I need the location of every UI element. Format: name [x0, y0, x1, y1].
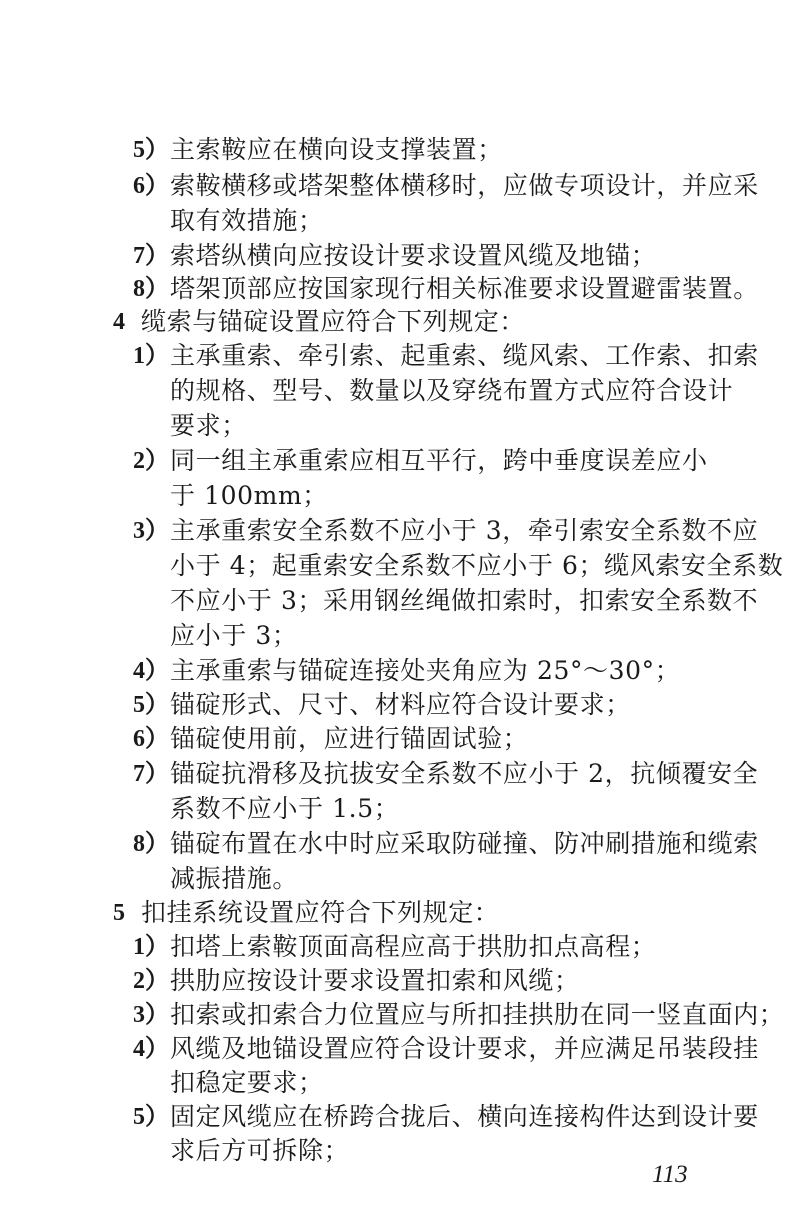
- item-text: 于 100mm；: [170, 481, 328, 510]
- item-text: 小于 4；起重索安全系数不应小于 6；缆风索安全系数: [170, 551, 784, 580]
- item-text: 扣稳定要求；: [170, 1068, 324, 1097]
- item-number: 1）: [133, 343, 169, 369]
- item-text: 锚碇布置在水中时应采取防碰撞、防冲刷措施和缆索: [170, 829, 759, 858]
- item-text: 不应小于 3；采用钢丝绳做扣索时，扣索安全系数不: [170, 586, 759, 615]
- item-text: 的规格、型号、数量以及穿绕布置方式应符合设计: [170, 376, 734, 405]
- item-text: 减振措施。: [170, 864, 299, 893]
- item-text: 主索鞍应在横向设支撑装置；: [170, 135, 503, 164]
- item-text: 扣索或扣索合力位置应与所扣挂拱肋在同一竖直面内；: [170, 1000, 785, 1029]
- item-text: 锚碇使用前，应进行锚固试验；: [170, 724, 529, 753]
- section-number: 4: [113, 309, 125, 335]
- item-number: 7）: [133, 243, 169, 269]
- item-number: 7）: [133, 761, 169, 787]
- item-number: 2）: [133, 448, 169, 474]
- item-text: 固定风缆应在桥跨合拢后、横向连接构件达到设计要: [170, 1102, 759, 1131]
- item-text: 应小于 3；: [170, 621, 298, 650]
- item-text: 求后方可拆除；: [170, 1136, 350, 1165]
- item-number: 4）: [133, 1036, 169, 1062]
- item-number: 5）: [133, 1104, 169, 1130]
- item-text: 锚碇抗滑移及抗拔安全系数不应小于 2，抗倾覆安全: [170, 759, 759, 788]
- item-text: 主承重索与锚碇连接处夹角应为 25°～30°；: [170, 656, 681, 685]
- item-number: 8）: [133, 276, 169, 302]
- item-number: 8）: [133, 831, 169, 857]
- page-number: 113: [652, 1161, 688, 1188]
- item-text: 主承重索安全系数不应小于 3，牵引索安全系数不应: [170, 516, 759, 545]
- item-text: 索塔纵横向应按设计要求设置风缆及地锚；: [170, 241, 657, 270]
- item-text: 拱肋应按设计要求设置扣索和风缆；: [170, 966, 580, 995]
- item-number: 2）: [133, 968, 169, 994]
- item-text: 同一组主承重索应相互平行，跨中垂度误差应小: [170, 446, 708, 475]
- item-text: 要求；: [170, 411, 247, 440]
- item-text: 主承重索、牵引索、起重索、缆风索、工作索、扣索: [170, 341, 759, 370]
- item-number: 5）: [133, 692, 169, 718]
- item-text: 锚碇形式、尺寸、材料应符合设计要求；: [170, 690, 631, 719]
- section-heading: 缆索与锚碇设置应符合下列规定：: [141, 307, 526, 336]
- item-text: 塔架顶部应按国家现行相关标准要求设置避雷装置。: [170, 274, 759, 303]
- item-number: 3）: [133, 1002, 169, 1028]
- section-number: 5: [113, 900, 125, 926]
- item-text: 风缆及地锚设置应符合设计要求，并应满足吊装段挂: [170, 1034, 759, 1063]
- section-heading: 扣挂系统设置应符合下列规定：: [141, 898, 500, 927]
- item-number: 5）: [133, 137, 169, 163]
- item-number: 1）: [133, 934, 169, 960]
- item-number: 6）: [133, 173, 169, 199]
- item-number: 3）: [133, 518, 169, 544]
- item-text: 取有效措施；: [170, 206, 324, 235]
- item-text: 扣塔上索鞍顶面高程应高于拱肋扣点高程；: [170, 932, 657, 961]
- item-number: 4）: [133, 658, 169, 684]
- item-text: 系数不应小于 1.5；: [170, 794, 400, 823]
- item-text: 索鞍横移或塔架整体横移时，应做专项设计，并应采: [170, 171, 759, 200]
- item-number: 6）: [133, 726, 169, 752]
